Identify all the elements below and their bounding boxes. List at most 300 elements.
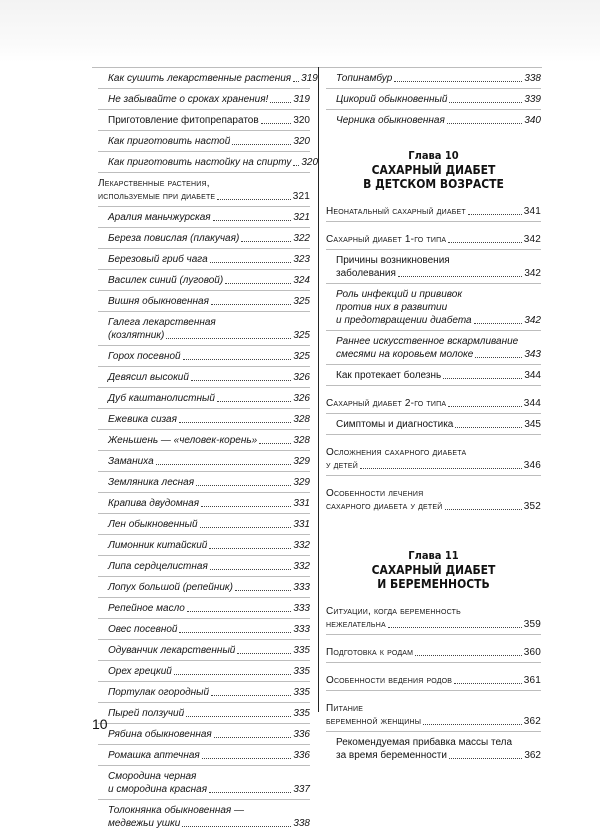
toc-entry[interactable] [98,177,310,203]
leader-dots [179,632,291,633]
toc-entry-line: Причины возникновения [336,255,450,266]
leader-dots [259,443,291,444]
toc-entry-page: 322 [293,233,310,244]
chapter-10-title-line2: В ДЕТСКОМ ВОЗРАСТЕ [363,177,504,191]
toc-entry-row [108,817,310,830]
leader-dots [187,611,292,612]
toc-entry-row [108,476,310,489]
toc-left-column [98,72,319,830]
toc-entry-page: 342 [524,315,541,326]
toc-entry[interactable] [98,392,310,405]
toc-entry[interactable] [98,413,310,426]
toc-entry-row [108,518,310,531]
entry-separator [98,597,310,598]
toc-entry-row [108,783,310,796]
toc-entry-page: 336 [293,729,310,740]
toc-entry-row [326,205,541,218]
toc-entry-title: Как приготовить настой [108,136,231,147]
toc-entry[interactable] [326,446,541,472]
leader-dots [211,695,291,696]
leader-dots [261,123,292,124]
leader-dots [156,464,292,465]
toc-entry-page: 333 [293,603,310,614]
section-gap [326,439,541,446]
toc-entry[interactable] [326,72,541,85]
toc-entry-page: 342 [524,268,541,279]
toc-entry[interactable] [326,335,541,361]
toc-entry-title: Береза повислая (плакучая) [108,233,240,244]
section-gap [326,480,541,487]
toc-entry[interactable] [98,274,310,287]
toc-entry-row [336,418,541,431]
toc-entry[interactable] [326,114,541,127]
leader-dots [183,359,292,360]
leader-dots [475,357,522,358]
chapter-10-heading [326,149,541,191]
toc-entry-page: 340 [524,115,541,126]
toc-entry-title: Портулак огородный [108,687,210,698]
entry-separator [98,799,310,800]
entry-separator [326,88,541,89]
leader-dots [214,737,292,738]
entry-separator [98,429,310,430]
toc-entry[interactable] [326,288,541,327]
chapter-10-number: Глава 10 [408,149,459,162]
toc-entry[interactable] [98,371,310,384]
toc-entry[interactable] [98,497,310,510]
entry-separator [326,283,541,284]
toc-entry-row [108,156,319,169]
leader-dots [211,304,291,305]
entry-separator [326,731,541,732]
toc-entry-title: Ромашка аптечная [108,750,200,761]
toc-entry-line: Лекарственные растения, [98,178,210,189]
toc-entry-title: Женьшень — «человек-корень» [108,435,258,446]
toc-entry[interactable] [98,686,310,699]
toc-entry[interactable] [98,295,310,308]
toc-entry-page: 328 [293,414,310,425]
entry-separator [98,366,310,367]
toc-entry-page: 338 [293,818,310,829]
toc-entry[interactable] [98,114,310,127]
entry-separator [326,109,541,110]
toc-entry-row [108,434,310,447]
leader-dots [174,674,291,675]
toc-entry[interactable] [326,605,541,631]
toc-entry-line: Раннее искусственное вскармливание [336,336,519,347]
toc-entry-row [108,749,310,762]
toc-entry-row [108,371,310,384]
toc-entry[interactable] [326,674,541,687]
leader-dots [166,338,291,339]
toc-entry[interactable] [326,702,541,728]
entry-separator [98,534,310,535]
entry-separator [98,227,310,228]
toc-entry-row [108,539,310,552]
toc-entry-row [336,348,541,361]
toc-entry-row [326,715,541,728]
toc-entry-row [108,274,310,287]
toc-entry[interactable] [326,233,541,246]
toc-entry-row [108,135,310,148]
toc-entry-title: Цикорий обыкновенный [336,94,448,105]
toc-entry-row [98,190,310,203]
leader-dots [213,220,292,221]
toc-entry-row [108,728,310,741]
toc-entry[interactable] [98,156,319,169]
entry-separator [326,249,541,250]
entry-separator [98,765,310,766]
leader-dots [225,283,291,284]
entry-separator [326,475,541,476]
entry-separator [98,555,310,556]
leader-dots [217,199,290,200]
toc-entry-title: Вишня обыкновенная [108,296,209,307]
entry-separator [98,130,310,131]
leader-dots [237,653,291,654]
toc-entry-page: 324 [293,275,310,286]
toc-entry[interactable] [98,316,310,342]
leader-dots [196,485,291,486]
entry-separator [98,513,310,514]
toc-entry[interactable] [98,623,310,636]
toc-entry-page: 333 [293,624,310,635]
toc-entry-page: 329 [293,456,310,467]
toc-entry-line: против них в развитии [336,302,448,313]
toc-entry-page: 346 [523,460,541,471]
toc-entry[interactable] [98,728,310,741]
toc-entry-row [326,459,541,472]
leader-dots [191,380,291,381]
entry-separator [98,618,310,619]
toc-entry-page: 343 [524,349,541,360]
toc-entry-page: 342 [523,234,541,245]
toc-entry-row [108,455,310,468]
chapter-11-title-line2: И БЕРЕМЕННОСТЬ [377,577,490,591]
entry-separator [98,723,310,724]
entry-separator [98,151,310,152]
leader-dots [209,548,291,549]
toc-entry-title: сахарного диабета у детей [326,501,443,512]
leader-dots [449,758,522,759]
toc-entry-title: Дуб каштанолистный [108,393,215,404]
toc-entry[interactable] [98,804,310,830]
toc-entry-title: и предотвращении диабета [336,315,472,326]
toc-entry-page: 335 [293,708,310,719]
entry-separator [98,248,310,249]
toc-entry[interactable] [98,602,310,615]
toc-entry-title: смесями на коровьем молоке [336,349,474,360]
leader-dots [447,123,523,124]
toc-entry-title: заболевания [336,268,396,279]
entry-separator [98,576,310,577]
toc-entry-row [108,644,310,657]
toc-entry-row [108,329,310,342]
leader-dots [179,422,291,423]
toc-entry-line: Толокнянка обыкновенная — [108,805,245,816]
toc-entry-page: 332 [293,540,310,551]
toc-entry-title: Василек синий (луговой) [108,275,224,286]
toc-entry[interactable] [326,418,541,431]
toc-entry-title: Топинамбур [336,73,393,84]
toc-entry-line: Роль инфекций и прививок [336,289,463,300]
toc-entry-row [336,369,541,382]
toc-entry-page: 338 [524,73,541,84]
toc-entry-title: Аралия маньчжурская [108,212,211,223]
entry-separator [326,434,541,435]
toc-entry-title: Липа сердцелистная [108,561,208,572]
top-gradient-band [0,0,600,62]
leader-dots [448,406,521,407]
leader-dots [235,590,291,591]
toc-entry-row [108,350,310,363]
toc-entry-line: Ситуации, когда беременность [326,606,461,617]
toc-entry-row [108,581,310,594]
toc-entry-line: Питание [326,703,364,714]
toc-entry[interactable] [326,254,541,280]
toc-entry-page: 329 [293,477,310,488]
leader-dots [201,506,291,507]
toc-entry-row [108,253,310,266]
toc-entry-page: 331 [293,498,310,509]
leader-dots [474,323,523,324]
leader-dots [445,509,522,510]
leader-dots [270,102,291,103]
toc-entry-title: у детей [326,460,359,471]
toc-entry-row [108,232,310,245]
toc-entry[interactable] [326,93,541,106]
leader-dots [241,241,291,242]
toc-entry-page: 352 [523,501,541,512]
toc-entry-page: 319 [293,94,310,105]
leader-dots [443,378,522,379]
toc-entry[interactable] [98,232,310,245]
toc-entry-row [326,618,541,631]
entry-separator [98,109,310,110]
toc-entry[interactable] [326,736,541,762]
toc-entry-page: 341 [523,206,541,217]
entry-separator [326,690,541,691]
leader-dots [388,627,522,628]
toc-entry-line: Особенности лечения [326,488,424,499]
toc-entry[interactable] [98,539,310,552]
leader-dots [232,144,291,145]
entry-separator [98,345,310,346]
leader-dots [448,242,521,243]
toc-entry-title: Одуванчик лекарственный [108,645,236,656]
chapter-11-number: Глава 11 [408,549,459,562]
entry-separator [98,269,310,270]
toc-entry[interactable] [326,397,541,410]
toc-entry-title: Симптомы и диагностика [336,419,454,430]
toc-entry[interactable] [98,644,310,657]
toc-entry-title: Лимонник китайский [108,540,208,551]
leader-dots [454,683,522,684]
toc-entry-title: Сахарный диабет 1-го типа [326,234,447,245]
toc-entry-page: 344 [524,370,541,381]
toc-entry-row [336,314,541,327]
toc-entry-page: 320 [301,157,319,168]
toc-entry-row [108,392,310,405]
toc-entry[interactable] [98,93,310,106]
toc-entry-title: Как приготовить настойку на спирту [108,157,292,168]
toc-entry-title: Пырей ползучий [108,708,185,719]
entry-separator [98,702,310,703]
leader-dots [200,527,292,528]
toc-entry-row [108,665,310,678]
toc-entry-title: (козлятник) [108,330,165,341]
toc-entry-page: 326 [293,393,310,404]
toc-entry-title: беременной женщины [326,716,422,727]
toc-entry-title: Горох посевной [108,351,181,362]
entry-separator [98,492,310,493]
toc-entry[interactable] [98,211,310,224]
toc-entry-row [108,211,310,224]
entry-separator [98,311,310,312]
toc-entry[interactable] [326,205,541,218]
toc-entry-page: 335 [293,645,310,656]
toc-entry-page: 331 [293,519,310,530]
toc-entry-row [108,413,310,426]
chapter-11-title-line1: САХАРНЫЙ ДИАБЕТ [371,563,496,577]
entry-separator [326,634,541,635]
toc-entry-page: 321 [292,191,310,202]
leader-dots [186,716,291,717]
toc-entry-line: Смородина черная [108,771,197,782]
toc-entry-title: Особенности ведения родов [326,675,453,686]
leader-dots [360,468,522,469]
toc-entry-row [108,686,310,699]
toc-entry-title: медвежьи ушки [108,818,181,829]
toc-entry-page: 359 [523,619,541,630]
toc-entry-page: 335 [293,687,310,698]
toc-entry-title: Рябина обыкновенная [108,729,212,740]
leader-dots [423,724,522,725]
toc-entry-title: Черника обыкновенная [336,115,445,126]
leader-dots [209,792,291,793]
toc-entry-row [336,114,541,127]
toc-entry-page: 319 [301,73,318,84]
toc-entry-row [326,233,541,246]
leader-dots [210,262,292,263]
toc-entry-row [336,749,541,762]
toc-entry[interactable] [98,455,310,468]
toc-entry-title: Земляника лесная [108,477,195,488]
toc-entry-row [326,397,541,410]
toc-entry-title: Приготовление фитопрепаратов [108,115,259,126]
toc-entry-row [326,646,541,659]
entry-separator [98,450,310,451]
toc-entry-title: Неонатальный сахарный диабет [326,206,466,217]
toc-entry[interactable] [326,369,541,382]
leader-dots [210,569,292,570]
entry-separator [98,408,310,409]
toc-entry-title: Как протекает болезнь [336,370,442,381]
toc-entry-title: Девясил высокий [108,372,189,383]
toc-entry-page: 335 [293,666,310,677]
toc-entry-title: Заманиха [108,456,154,467]
toc-entry[interactable] [98,560,310,573]
entry-separator [98,744,310,745]
toc-entry[interactable] [98,135,310,148]
entry-separator [98,206,310,207]
toc-entry-row [108,602,310,615]
toc-entry-row [108,114,310,127]
toc-entry-page: 326 [293,372,310,383]
toc-right-column [326,72,541,762]
toc-entry-title: Крапива двудомная [108,498,200,509]
toc-entry[interactable] [98,707,310,720]
toc-entry-row [108,295,310,308]
toc-entry-title: Сахарный диабет 2-го типа [326,398,447,409]
toc-entry-page: 362 [524,750,541,761]
toc-entry[interactable] [98,434,310,447]
entry-separator [326,413,541,414]
toc-entry-row [108,560,310,573]
toc-entry[interactable] [98,350,310,363]
toc-entry-title: Орех грецкий [108,666,172,677]
toc-entry-page: 325 [293,296,310,307]
toc-entry[interactable] [98,518,310,531]
leader-dots [217,401,291,402]
page-number: 10 [92,716,108,732]
entry-separator [98,471,310,472]
toc-entry-row [108,93,310,106]
toc-entry-line: Рекомендуемая прибавка массы тела [336,737,513,748]
leader-dots [182,826,291,827]
entry-separator [326,330,541,331]
leader-dots [394,81,522,82]
toc-entry[interactable] [98,749,310,762]
toc-entry-title: Как сушить лекарственные растения [108,73,292,84]
toc-entry[interactable] [98,770,310,796]
toc-entry-row [108,707,310,720]
chapter-10-title-line1: САХАРНЫЙ ДИАБЕТ [371,163,496,177]
leader-dots [415,655,522,656]
toc-entry-title: Лопух большой (репейник) [108,582,233,593]
toc-entry-page: 320 [293,136,310,147]
section-gap [326,639,541,646]
toc-entry-row [336,93,541,106]
leader-dots [202,758,292,759]
toc-entry[interactable] [98,581,310,594]
toc-entry[interactable] [98,72,318,85]
toc-entry-page: 332 [293,561,310,572]
toc-entry-title: за время беременности [336,750,447,761]
chapter-11-heading [326,549,541,591]
entry-separator [98,88,310,89]
toc-entry-page: 361 [523,675,541,686]
section-gap [326,695,541,702]
toc-entry-title: Березовый гриб чага [108,254,208,265]
leader-dots [398,276,522,277]
toc-entry[interactable] [326,646,541,659]
section-gap [326,390,541,397]
toc-entry-row [336,267,541,280]
toc-entry-page: 362 [523,716,541,727]
toc-entry-title: нежелательна [326,619,386,630]
toc-entry[interactable] [98,665,310,678]
toc-entry-row [336,72,541,85]
toc-entry-page: 321 [293,212,310,223]
toc-entry[interactable] [98,253,310,266]
section-gap [326,667,541,674]
toc-entry-page: 320 [293,115,310,126]
toc-entry-page: 339 [524,94,541,105]
toc-entry[interactable] [326,487,541,513]
toc-entry[interactable] [98,476,310,489]
toc-entry-page: 325 [293,330,310,341]
